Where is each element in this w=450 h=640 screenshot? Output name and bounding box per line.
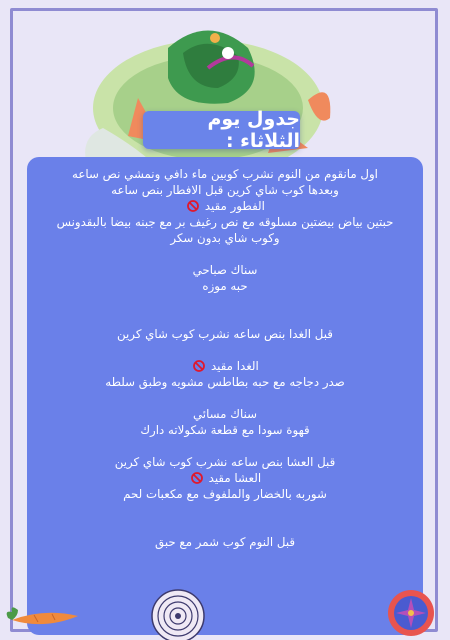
- schedule-line: اول مانقوم من النوم نشرب كوبين ماء دافي ونمشي نص ساعه: [72, 167, 378, 181]
- schedule-line-restricted: [27, 358, 423, 374]
- schedule-line: وبعدها كوب شاي كرين قبل الافطار بنص ساعه: [111, 183, 339, 197]
- schedule-line-restricted: [27, 198, 423, 214]
- schedule-line: قبل الغدا بنص ساعه نشرب كوب شاي كرين: [117, 327, 333, 341]
- page-title: جدول يوم الثلاثاء :: [207, 108, 300, 152]
- no-entry-icon: [193, 360, 205, 372]
- schedule-line: حبه موزه: [202, 279, 248, 293]
- meal-label-breakfast: الفطور مقيد: [204, 199, 265, 213]
- meal-label-lunch: الغدا مقيد: [210, 359, 259, 373]
- schedule-line: قهوة سودا مع قطعة شكولاته دارك: [140, 423, 310, 437]
- schedule-line: شوربه بالخضار والملفوف مع مكعبات لحم: [123, 487, 327, 501]
- meal-schedule: [27, 166, 423, 550]
- onion-slice-icon: [150, 588, 206, 640]
- schedule-line: سناك مسائي: [192, 407, 258, 421]
- meal-label-dinner: العشا مقيد: [208, 471, 262, 485]
- carrot-icon: [4, 600, 84, 638]
- schedule-line: صدر دجاجه مع حبه بطاطس مشويه وطبق سلطه: [105, 375, 345, 389]
- no-entry-icon: [191, 472, 203, 484]
- schedule-line: سناك صباحي: [192, 263, 258, 277]
- no-entry-icon: [187, 200, 199, 212]
- schedule-line: قبل النوم كوب شمر مع حبق: [154, 535, 296, 549]
- schedule-line-restricted: [27, 470, 423, 486]
- schedule-line: قبل العشا بنص ساعه نشرب كوب شاي كرين: [114, 455, 336, 469]
- tomato-icon: [386, 586, 436, 638]
- schedule-line: وكوب شاي بدون سكر: [170, 231, 280, 245]
- schedule-line: حبتين بياض بيضتين مسلوقه مع نص رغيف بر مع جبنه بيضا بالبقدونس: [56, 215, 394, 229]
- title-banner: [143, 108, 300, 152]
